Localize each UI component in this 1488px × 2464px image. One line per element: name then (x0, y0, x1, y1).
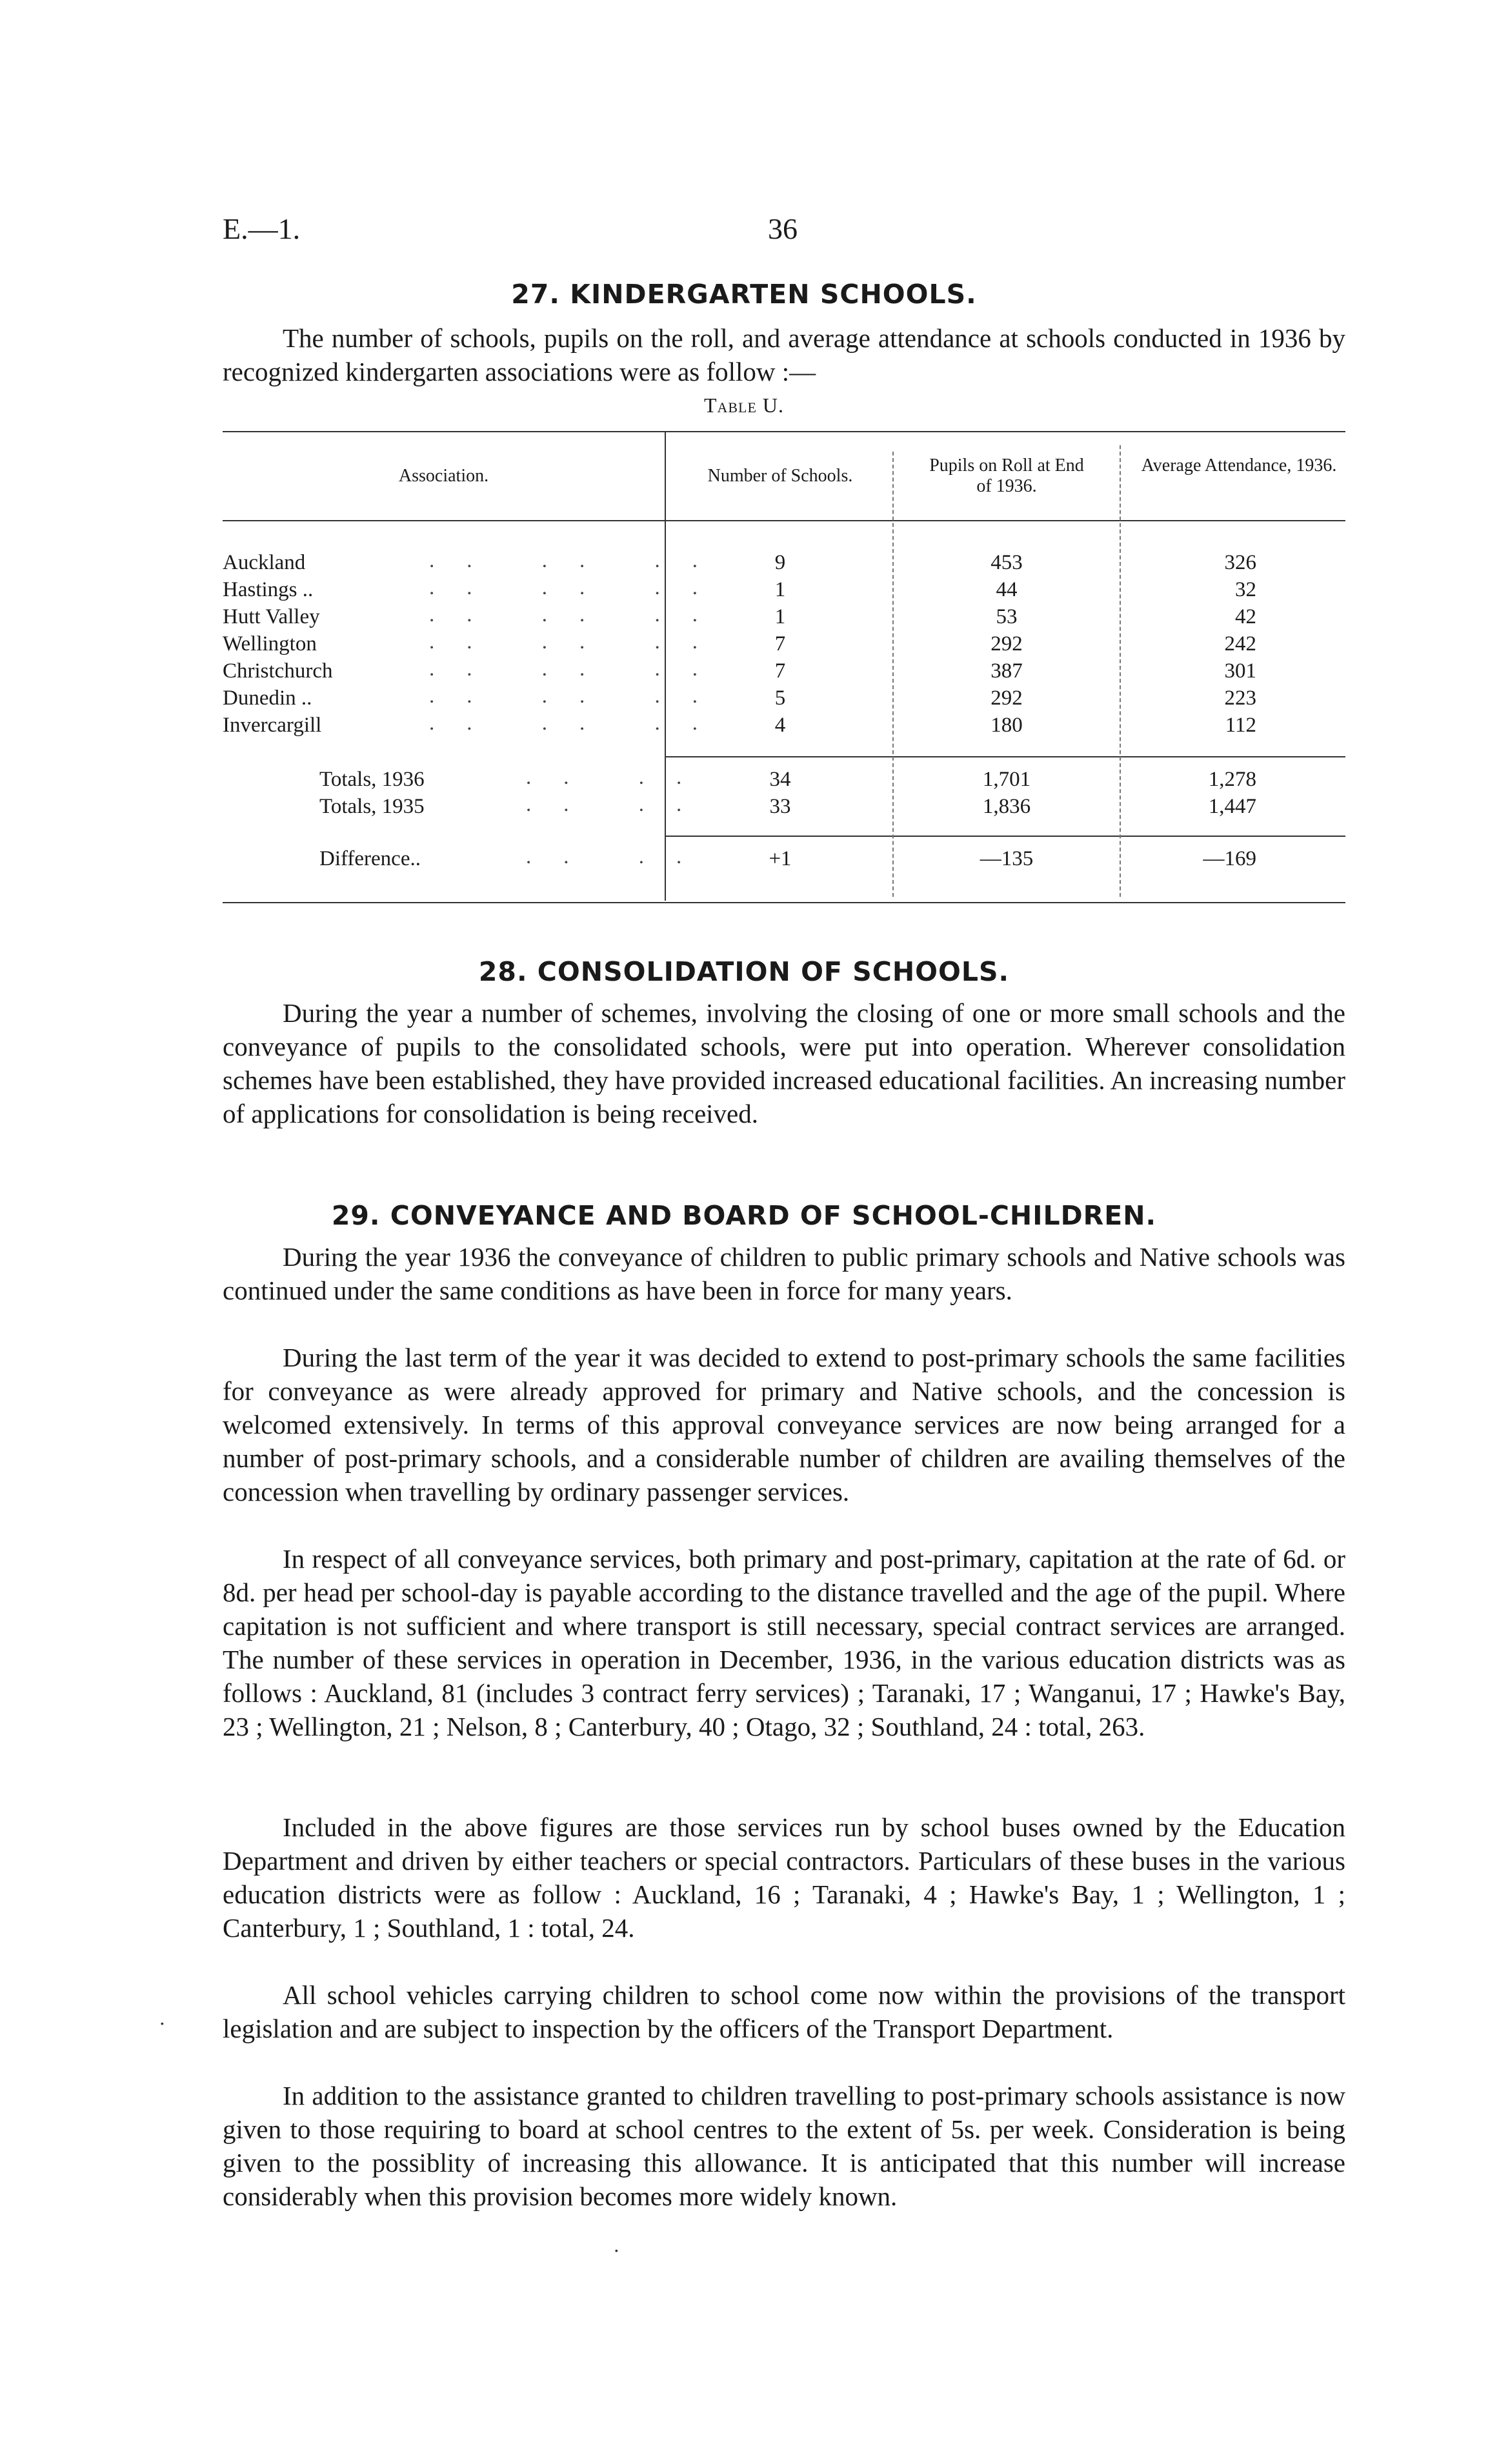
leader-dots: .. .. (526, 793, 714, 816)
leader-dots: .. .. .. (429, 657, 730, 681)
table-header-rule (223, 520, 1345, 521)
section-29-paragraph-5-text: All school vehicles carrying children to school come now within the provisions of the transport legislation and are subject to inspection by the officers of the Transport Department. (223, 1980, 1345, 2043)
row-pupils: 453 (990, 551, 1023, 574)
table-caption: Table U. (703, 394, 785, 417)
section-27-heading: 27. KINDERGARTEN SCHOOLS. (511, 279, 977, 310)
section-29-paragraph-6-text: In addition to the assistance granted to children travelling to post-primary schools assistance is now given to those requiring to board at school centres to the extent of 5s. per week. Consideration is being given to the possiblity of increasing this allowance. It is anticipated that this number will increase considerably when this provision becomes more widely known. (223, 2081, 1345, 2211)
report-reference: E.—1. (223, 212, 301, 245)
section-29-paragraph-1 (223, 1240, 1345, 1307)
leader-dots: .. .. .. (429, 576, 730, 599)
leader-dots: .. .. .. (429, 712, 730, 735)
totals-attendance: 1,447 (1208, 795, 1256, 818)
row-pupils: 387 (990, 659, 1023, 683)
row-attendance: 223 (1224, 686, 1256, 710)
totals-schools: 34 (769, 768, 791, 791)
row-schools: 1 (774, 605, 786, 628)
difference-schools: +1 (769, 847, 792, 870)
section-29-paragraph-5 (223, 1978, 1345, 2045)
row-pupils: 53 (996, 605, 1018, 628)
row-attendance: 301 (1224, 659, 1256, 683)
col-header-attendance: Average Attendance, 1936. (1141, 456, 1337, 476)
row-schools: 9 (774, 551, 786, 574)
totals-label: Totals, 1935 (319, 795, 425, 818)
section-29-heading: 29. CONVEYANCE AND BOARD OF SCHOOL-CHILDREN. (331, 1200, 1157, 1231)
leader-dots: .. .. (526, 845, 714, 868)
row-attendance: 112 (1225, 714, 1256, 737)
difference-rule (665, 836, 1345, 837)
section-29-paragraph-6 (223, 2079, 1345, 2213)
col-header-association: Association. (398, 466, 489, 486)
difference-pupils: —135 (980, 847, 1034, 870)
margin-mark: · (159, 2012, 166, 2035)
totals-pupils: 1,701 (982, 768, 1031, 791)
row-pupils: 180 (990, 714, 1023, 737)
col-header-pupils: Pupils on Roll at End of 1936. (929, 456, 1084, 496)
totals-rule (665, 756, 1345, 757)
leader-dots: .. .. .. (429, 603, 730, 626)
row-association: Auckland (223, 551, 306, 574)
col-header-schools: Number of Schools. (707, 466, 853, 486)
print-mark: · (613, 2239, 620, 2262)
leader-dots: .. .. (526, 766, 714, 789)
row-schools: 7 (774, 659, 786, 683)
table-top-rule (223, 431, 1345, 432)
row-attendance: 326 (1224, 551, 1256, 574)
row-attendance: 32 (1235, 578, 1256, 601)
section-28-paragraph-text: During the year a number of schemes, involving the closing of one or more small schools and the conveyance of pupils to the consolidated schools, were put into operation. Wherever consolidation schemes have been established, they have provided increased educational facilities. An increasing number of applications for consolidation is being received. (223, 998, 1345, 1128)
section-28-heading: 28. CONSOLIDATION OF SCHOOLS. (478, 956, 1010, 987)
totals-pupils: 1,836 (982, 795, 1031, 818)
section-29-paragraph-3 (223, 1542, 1345, 1743)
row-schools: 5 (774, 686, 786, 710)
row-association: Dunedin .. (223, 686, 312, 710)
section-29-paragraph-4-text: Included in the above figures are those services run by school buses owned by the Education Department and driven by either teachers or special contractors. Particulars of these buses in the various education districts were as follow : Auckland, 16 ; Taranaki, 4 ; Hawke's Bay, 1 ; Wellington, 1 ; Canterbury, 1 ; Southland, 1 : total, 24. (223, 1812, 1345, 1943)
totals-schools: 33 (769, 795, 791, 818)
section-29-paragraph-3-text: In respect of all conveyance services, both primary and post-primary, capitation at the rate of 6d. or 8d. per head per school-day is payable according to the distance travelled and the age of the pupil. Where capitation is not sufficient and where transport is still necessary, special contract services are arranged. The number of these services in operation in December, 1936, in the various education districts was as follows : Auckland, 81 (includes 3 contract ferry services) ; Taranaki, 17 ; Wanganui, 17 ; Hawke's Bay, 23 ; Wellington, 21 ; Nelson, 8 ; Canterbury, 40 ; Otago, 32 ; Southland, 24 : total, 263. (223, 1544, 1345, 1741)
row-schools: 4 (774, 714, 786, 737)
totals-attendance: 1,278 (1208, 768, 1256, 791)
section-27-intro (223, 321, 1345, 388)
row-pupils: 292 (990, 632, 1023, 656)
section-29-paragraph-2-text: During the last term of the year it was decided to extend to post-primary schools the same facilities for conveyance as were already approved for primary and Native schools, and the concession is welcomed extensively. In terms of this approval conveyance services are now being arranged for a number of post-primary schools, and a considerable number of children are availing themselves of the concession when travelling by ordinary passenger services. (223, 1343, 1345, 1507)
row-attendance: 42 (1235, 605, 1256, 628)
row-association: Wellington (223, 632, 317, 656)
table-bottom-rule (223, 902, 1345, 903)
difference-label: Difference.. (319, 847, 421, 870)
section-28-paragraph (223, 996, 1345, 1130)
leader-dots: .. .. .. (429, 630, 730, 654)
leader-dots: .. .. .. (429, 549, 730, 572)
section-29-paragraph-2 (223, 1341, 1345, 1508)
row-association: Hutt Valley (223, 605, 320, 628)
row-association: Invercargill (223, 714, 322, 737)
difference-attendance: —169 (1203, 847, 1256, 870)
page-number: 36 (768, 212, 798, 245)
section-29-paragraph-1-text: During the year 1936 the conveyance of children to public primary schools and Native schools was continued under the same conditions as have been in force for many years. (223, 1242, 1345, 1305)
row-pupils: 44 (996, 578, 1018, 601)
row-association: Hastings .. (223, 578, 314, 601)
row-schools: 1 (774, 578, 786, 601)
section-29-paragraph-4 (223, 1810, 1345, 1945)
section-27-intro-text: The number of schools, pupils on the roll, and average attendance at schools conducted in 1936 by recognized kindergarten associations were as follow :— (223, 323, 1345, 386)
row-attendance: 242 (1224, 632, 1256, 656)
row-schools: 7 (774, 632, 786, 656)
row-association: Christchurch (223, 659, 333, 683)
leader-dots: .. .. .. (429, 685, 730, 708)
row-pupils: 292 (990, 686, 1023, 710)
totals-label: Totals, 1936 (319, 768, 425, 791)
